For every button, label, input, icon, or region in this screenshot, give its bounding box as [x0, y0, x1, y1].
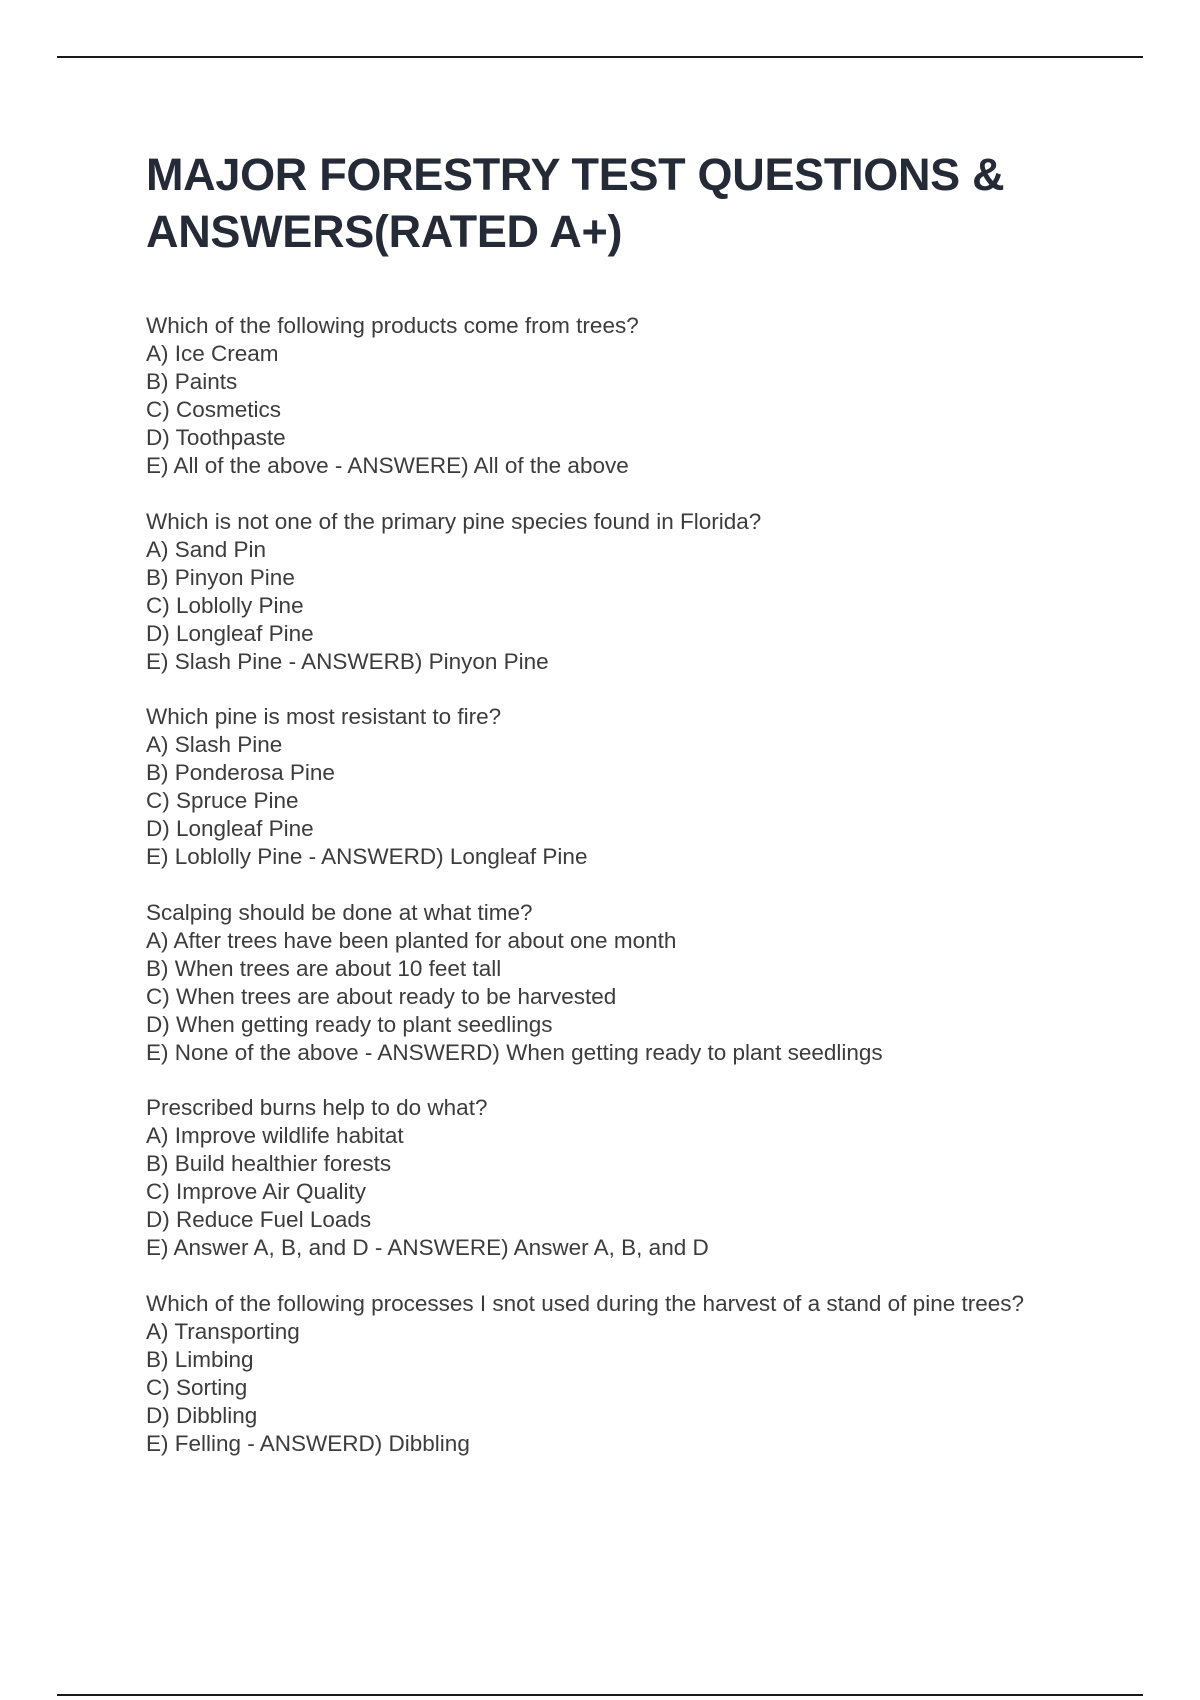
question-text: Which of the following processes I snot used during the harvest of a stand of pine trees?: [146, 1290, 1025, 1316]
bottom-divider: [57, 1694, 1143, 1696]
option-a: A) Transporting: [146, 1318, 300, 1344]
question-text: Prescribed burns help to do what?: [146, 1095, 488, 1120]
option-b: B) Limbing: [146, 1346, 254, 1372]
option-a: A) Ice Cream: [146, 341, 279, 366]
option-d: D) Dibbling: [146, 1402, 258, 1428]
option-e-answer: E) Felling - ANSWERD) Dibbling: [146, 1430, 470, 1456]
option-e-answer: E) All of the above - ANSWERE) All of the above: [146, 453, 629, 478]
option-c: C) Spruce Pine: [146, 788, 299, 813]
option-b: B) Pinyon Pine: [146, 564, 295, 590]
option-c: C) Loblolly Pine: [146, 592, 304, 618]
question-block: [146, 703, 1046, 871]
option-b: B) Build healthier forests: [146, 1151, 392, 1176]
option-e-answer: E) Loblolly Pine - ANSWERD) Longleaf Pine: [146, 844, 588, 869]
option-c: C) Improve Air Quality: [146, 1179, 367, 1204]
option-c: C) Sorting: [146, 1374, 248, 1400]
question-text: Which is not one of the primary pine species found in Florida?: [146, 508, 762, 534]
option-d: D) Reduce Fuel Loads: [146, 1207, 372, 1232]
question-text: Which of the following products come from trees?: [146, 313, 639, 338]
question-list: [146, 312, 1046, 1485]
option-c: C) Cosmetics: [146, 397, 282, 422]
top-divider: [57, 56, 1143, 58]
option-a: A) Sand Pin: [146, 536, 267, 562]
question-text: Which pine is most resistant to fire?: [146, 704, 502, 729]
option-e-answer: E) Slash Pine - ANSWERB) Pinyon Pine: [146, 648, 549, 674]
option-b: B) When trees are about 10 feet tall: [146, 955, 502, 981]
option-c: C) When trees are about ready to be harvested: [146, 983, 617, 1009]
option-d: D) Longleaf Pine: [146, 620, 314, 646]
option-b: B) Ponderosa Pine: [146, 760, 335, 785]
option-a: A) Slash Pine: [146, 732, 283, 757]
option-b: B) Paints: [146, 369, 238, 394]
question-block: [146, 899, 1046, 1067]
question-block: [146, 312, 1046, 480]
option-a: A) Improve wildlife habitat: [146, 1123, 404, 1148]
question-block: [146, 1290, 1046, 1458]
question-block: [146, 508, 1046, 676]
question-text: Scalping should be done at what time?: [146, 899, 533, 925]
option-e-answer: E) Answer A, B, and D - ANSWERE) Answer A, B, and D: [146, 1235, 709, 1260]
option-a: A) After trees have been planted for about one month: [146, 927, 677, 953]
option-d: D) Toothpaste: [146, 425, 286, 450]
question-block: [146, 1094, 1046, 1262]
option-d: D) Longleaf Pine: [146, 816, 314, 841]
option-e-answer: E) None of the above - ANSWERD) When getting ready to plant seedlings: [146, 1039, 883, 1065]
page-title: MAJOR FORESTRY TEST QUESTIONS & ANSWERS(RATED A+): [146, 149, 1005, 257]
option-d: D) When getting ready to plant seedlings: [146, 1011, 553, 1037]
